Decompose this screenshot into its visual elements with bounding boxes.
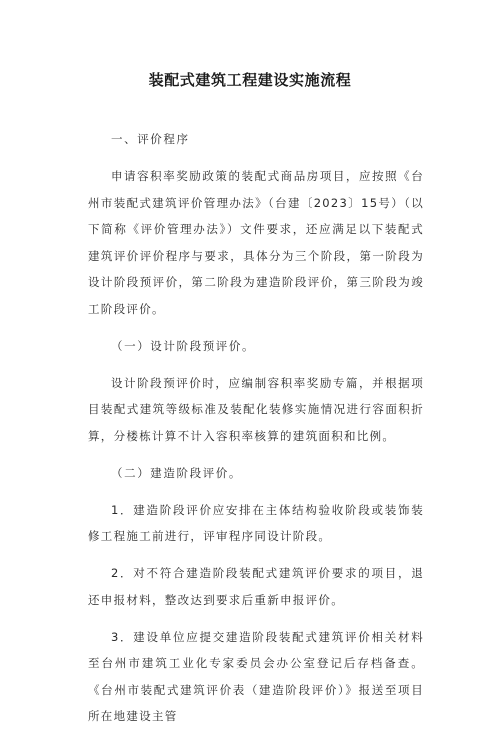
document-title: 装配式建筑工程建设实施流程 bbox=[148, 71, 352, 89]
document-body bbox=[88, 126, 424, 730]
subsection-heading-construction-stage: （二）建造阶段评价。 bbox=[111, 465, 242, 480]
body-paragraph-design-stage: 设计阶段预评价时，应编制容积率奖励专篇，并根据项目装配式建筑等级标准及装配化装修实施情况进行容面积折算，分楼栋计算不计入容积率核算的建筑面积和比例。 bbox=[88, 375, 424, 443]
subsection-heading-design-stage: （一）设计阶段预评价。 bbox=[111, 338, 256, 353]
list-item-construction-2: 2．对不符合建造阶段装配式建筑评价要求的项目，退还申报材料，整改达到要求后重新申报评价。 bbox=[88, 566, 424, 607]
list-item-construction-3: 3．建设单位应提交建造阶段装配式建筑评价相关材料至台州市建筑工业化专家委员会办公室登记后存档备查。《台州市装配式建筑评价表（建造阶段评价）》报送至项目所在地建设主管 bbox=[88, 629, 424, 723]
section-heading-evaluation-procedure: 一、评价程序 bbox=[111, 132, 190, 146]
body-paragraph-intro: 申请容积率奖励政策的装配式商品房项目，应按照《台州市装配式建筑评价管理办法》（台建〔2023〕15号）（以下简称《评价管理办法》）文件要求，还应满足以下装配式建筑评价评价程序与要求，具体分为三个阶段，第一阶段为设计阶段预评价，第二阶段为建造阶段评价，第三阶段为竣工阶段评价。 bbox=[88, 169, 424, 316]
list-item-construction-1: 1．建造阶段评价应安排在主体结构验收阶段或装饰装修工程施工前进行，评审程序同设计阶段。 bbox=[88, 502, 424, 543]
